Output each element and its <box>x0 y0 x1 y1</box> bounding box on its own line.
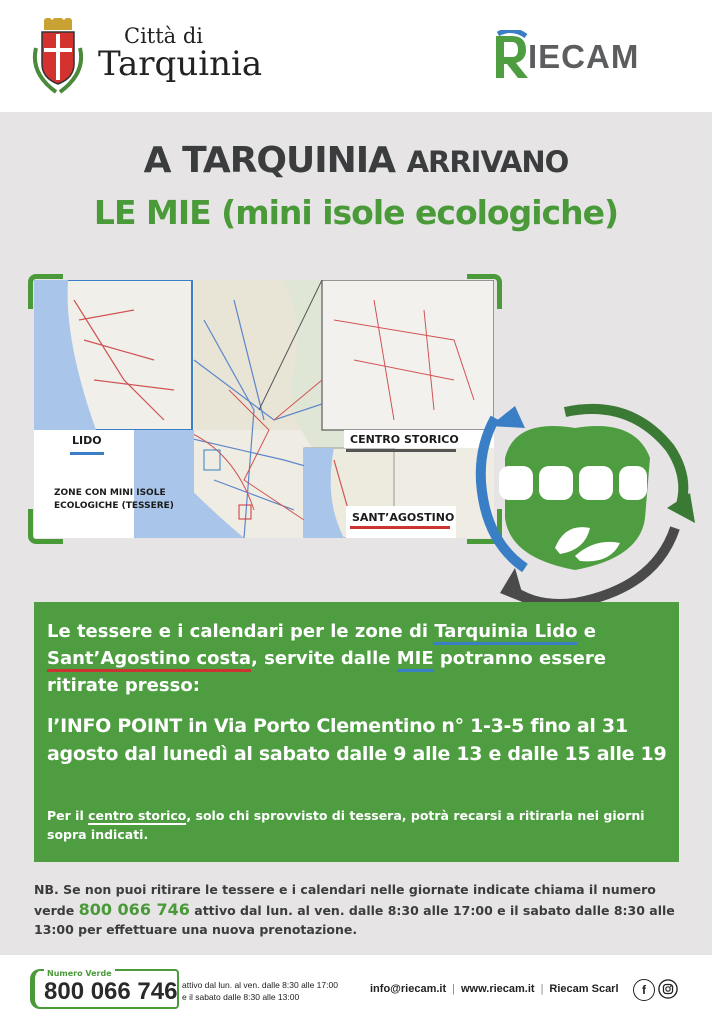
headline <box>0 140 712 181</box>
info-box <box>34 602 679 862</box>
instagram-icon[interactable] <box>658 979 678 999</box>
header <box>0 0 712 112</box>
email-link[interactable]: info@riecam.it <box>370 983 447 995</box>
lido-underline <box>70 452 104 455</box>
sant-underline <box>350 526 450 529</box>
city-name: Tarquinia <box>98 44 263 84</box>
info-point-details: l’INFO POINT in Via Porto Clementino n° 1-3-5 fino al 31 agosto dal lunedì al sabato dalle 9 alle 13 e dalle 15 alle 19 <box>47 715 667 765</box>
map-label-lido: LIDO <box>72 434 102 447</box>
info-text: , solo chi sprovvisto di tessera, potrà recarsi a ritirarla nei giorni sopra indicati. <box>47 808 645 842</box>
subheadline: LE MIE (mini isole ecologiche) <box>93 193 619 232</box>
headline-part-a: A TARQUINIA <box>143 140 396 181</box>
frame-corner-tr <box>467 274 502 309</box>
centro-storico-text: centro storico <box>88 808 187 823</box>
company-name: Riecam Scarl <box>549 983 619 995</box>
brand-name: IECAM <box>528 38 640 75</box>
nb-note <box>34 880 684 940</box>
numero-verde-hours <box>182 979 338 1003</box>
nb-text: attivo dal lun. al ven. dalle 8:30 alle 17:00 e il sabato dalle 8:30 alle 13:00 per effettuare una nuova prenotazione. <box>34 902 675 937</box>
recycle-bin-icon <box>455 398 705 610</box>
frame-corner-bl <box>28 509 63 544</box>
info-paragraph-3 <box>47 806 667 844</box>
contacts <box>370 983 619 995</box>
map-label-centro: CENTRO STORICO <box>350 433 459 446</box>
separator: | <box>452 983 455 995</box>
info-paragraph-1 <box>47 618 667 699</box>
mie-text: MIE <box>397 648 434 672</box>
city-prefix: Città di <box>124 24 204 48</box>
facebook-icon[interactable]: f <box>633 979 655 1001</box>
city-crest-icon <box>30 18 86 96</box>
website-link[interactable]: www.riecam.it <box>461 983 535 995</box>
hours-line-2: e il sabato dalle 8:30 alle 13:00 <box>182 992 300 1002</box>
info-text: Le tessere e i calendari per le zone di <box>47 621 435 642</box>
centro-underline <box>346 449 456 452</box>
nb-text: NB. Se non puoi ritirare le tessere e i calendari nelle giornate indicate chiama il numero verde <box>34 882 656 918</box>
map-legend: ZONE CON MINI ISOLE ECOLOGICHE (TESSERE) <box>54 488 174 511</box>
info-text: e <box>577 621 596 642</box>
separator: | <box>540 983 544 995</box>
zone-sant-text: Sant’Agostino costa <box>47 648 251 672</box>
numero-verde-label: Numero Verde <box>44 969 115 978</box>
info-text: , servite dalle <box>251 648 397 669</box>
hours-line-1: attivo dal lun. al ven. dalle 8:30 alle 17:00 <box>182 980 338 990</box>
map-label-sant: SANT’AGOSTINO <box>352 511 455 524</box>
zone-lido-text: Tarquinia Lido <box>434 621 577 645</box>
nb-phone-number[interactable]: 800 066 746 <box>78 899 190 919</box>
numero-verde-number[interactable]: 800 066 746 <box>44 978 178 1005</box>
headline-part-b: ARRIVANO <box>406 145 569 179</box>
frame-corner-tl <box>28 274 63 309</box>
info-text: Per il <box>47 808 89 823</box>
info-text: potranno essere ritirate presso: <box>47 648 606 696</box>
